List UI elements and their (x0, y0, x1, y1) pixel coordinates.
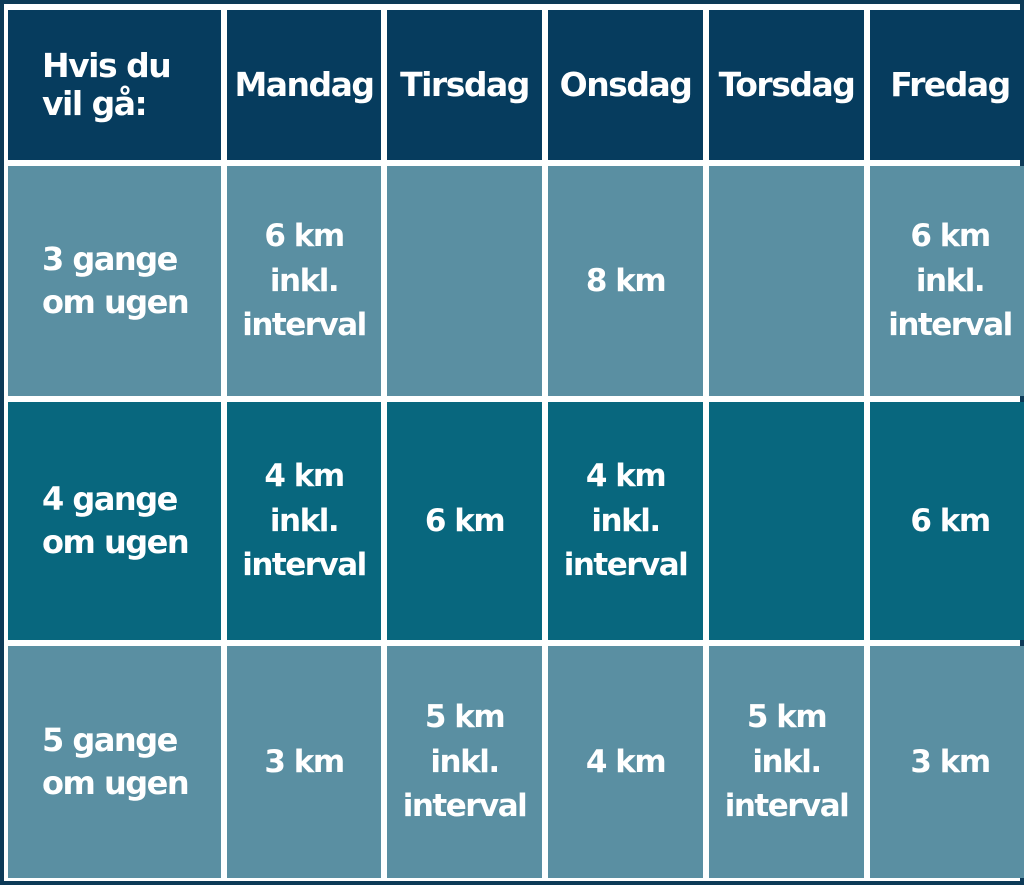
column-header-friday (870, 10, 1024, 160)
cell-text: 6 km (910, 502, 990, 539)
table-cell (387, 166, 542, 396)
row-label-text: 3 gange om ugen (42, 239, 189, 321)
cell-text: 4 km inkl. interval (242, 457, 366, 584)
row-label-text: 5 gange om ugen (42, 720, 189, 802)
table-cell (387, 646, 542, 878)
table-cell (709, 402, 864, 640)
cell-text: 6 km (424, 502, 505, 539)
table-cell (548, 646, 703, 878)
cell-text: 6 km inkl. interval (242, 217, 366, 344)
table-cell (709, 166, 864, 396)
cell-text: 8 km (585, 262, 666, 299)
table-cell (227, 646, 381, 878)
column-header-label: Torsdag (718, 65, 855, 105)
corner-label: Hvis du vil gå: (42, 46, 171, 123)
column-header-wednesday (548, 10, 703, 160)
table-cell (870, 646, 1024, 878)
column-header-label: Tirsdag (400, 65, 529, 105)
column-header-label: Onsdag (559, 65, 692, 105)
row-label-text: 4 gange om ugen (42, 479, 189, 561)
row-label-4-times (8, 402, 221, 640)
cell-text: 3 km (264, 743, 344, 780)
table-cell (227, 402, 381, 640)
table-cell (870, 166, 1024, 396)
table-cell (870, 402, 1024, 640)
table-cell (548, 402, 703, 640)
cell-text: 4 km inkl. interval (563, 457, 688, 584)
table-cell (387, 402, 542, 640)
column-header-tuesday (387, 10, 542, 160)
cell-text: 5 km inkl. interval (402, 698, 527, 825)
row-label-3-times (8, 166, 221, 396)
column-header-label: Fredag (890, 65, 1010, 105)
table-cell (709, 646, 864, 878)
table-cell (548, 166, 703, 396)
row-label-5-times (8, 646, 221, 878)
cell-text: 6 km inkl. interval (888, 217, 1012, 344)
table-cell (227, 166, 381, 396)
column-header-thursday (709, 10, 864, 160)
table-corner-header (8, 10, 221, 160)
schedule-table (8, 10, 1024, 885)
column-header-monday (227, 10, 381, 160)
column-header-label: Mandag (234, 65, 374, 105)
cell-text: 4 km (585, 743, 666, 780)
cell-text: 5 km inkl. interval (724, 698, 849, 825)
cell-text: 3 km (910, 743, 990, 780)
